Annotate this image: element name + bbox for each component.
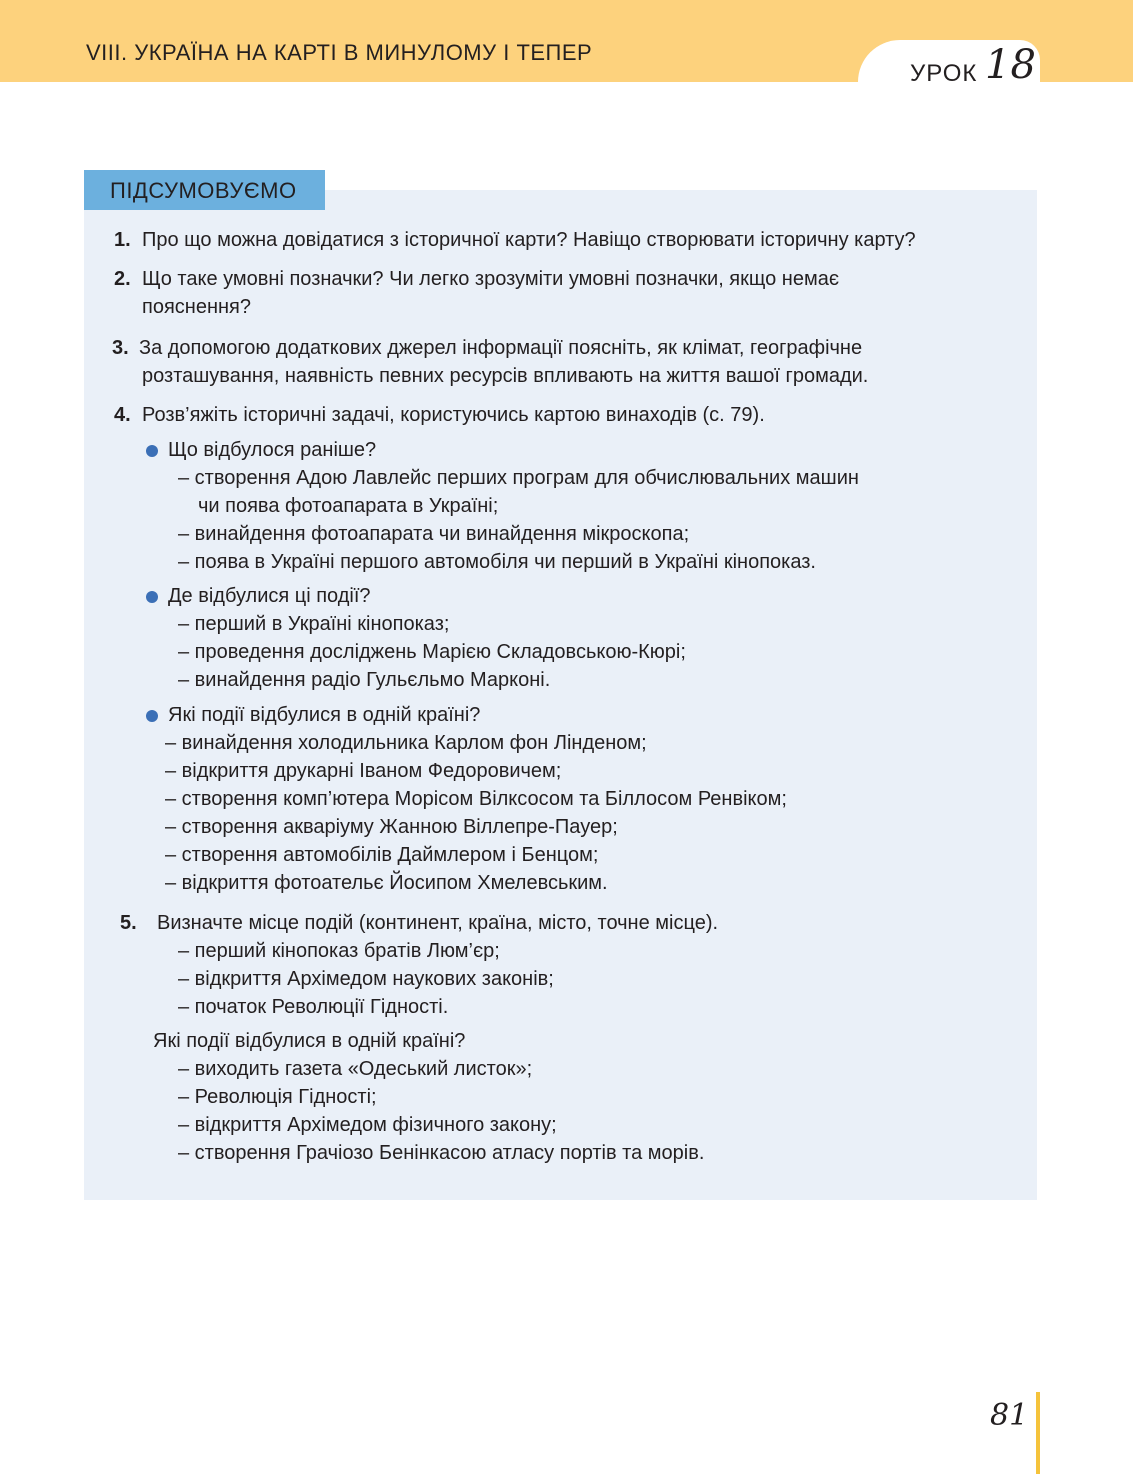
page-number: 81 bbox=[990, 1398, 1029, 1433]
question-text: пояснення? bbox=[142, 296, 251, 318]
lesson-number: 18 bbox=[985, 42, 1036, 88]
question-text: Про що можна довідатися з історичної карти? Навіщо створювати історичну карту? bbox=[142, 229, 916, 251]
question-text: Розв’яжіть історичні задачі, користуючись картою винаходів (с. 79). bbox=[142, 404, 765, 426]
question-number: 3. bbox=[112, 337, 129, 359]
list-item: – Революція Гідності; bbox=[178, 1086, 377, 1108]
list-item: – початок Революції Гідності. bbox=[178, 996, 449, 1018]
list-item: – проведення досліджень Марією Складовською-Кюрі; bbox=[178, 641, 686, 663]
bullet-title: Які події відбулися в одній країні? bbox=[168, 704, 481, 726]
question-number: 2. bbox=[114, 268, 131, 290]
list-item: – відкриття друкарні Іваном Федоровичем; bbox=[165, 760, 562, 782]
question-text: Визначте місце подій (континент, країна, місто, точне місце). bbox=[157, 912, 719, 934]
chapter-title: VIII. УКРАЇНА НА КАРТІ В МИНУЛОМУ І ТЕПЕР bbox=[86, 40, 593, 65]
list-item: – створення Грачіозо Бенінкасою атласу портів та морів. bbox=[178, 1142, 705, 1164]
list-item: – винайдення радіо Гульєльмо Марконі. bbox=[178, 669, 551, 691]
question-number: 4. bbox=[114, 404, 131, 426]
sub-question: Які події відбулися в одній країні? bbox=[153, 1030, 466, 1052]
bullet-title: Де відбулися ці події? bbox=[168, 585, 371, 607]
list-item: чи поява фотоапарата в Україні; bbox=[198, 495, 499, 517]
list-item: – відкриття Архімедом фізичного закону; bbox=[178, 1114, 557, 1136]
question-text: розташування, наявність певних ресурсів впливають на життя вашої громади. bbox=[142, 365, 869, 387]
list-item: – поява в Україні першого автомобіля чи перший в Україні кінопоказ. bbox=[178, 551, 816, 573]
question-number: 5. bbox=[120, 912, 137, 934]
bullet-icon bbox=[146, 710, 158, 722]
list-item: – створення автомобілів Даймлером і Бенцом; bbox=[165, 844, 599, 866]
summary-label: ПІДСУМОВУЄМО bbox=[84, 170, 325, 210]
list-item: – виходить газета «Одеський листок»; bbox=[178, 1058, 533, 1080]
lesson-label: УРОК bbox=[910, 60, 978, 87]
list-item: – створення акваріуму Жанною Віллепре-Пауер; bbox=[165, 816, 618, 838]
question-text: Що таке умовні позначки? Чи легко зрозуміти умовні позначки, якщо немає bbox=[142, 268, 840, 290]
list-item: – перший кінопоказ братів Люм’єр; bbox=[178, 940, 500, 962]
bullet-icon bbox=[146, 591, 158, 603]
bullet-icon bbox=[146, 445, 158, 457]
list-item: – створення комп’ютера Морісом Вілксосом та Біллосом Ренвіком; bbox=[165, 788, 787, 810]
question-text: За допомогою додаткових джерел інформації поясніть, як клімат, географічне bbox=[139, 337, 863, 359]
list-item: – перший в Україні кінопоказ; bbox=[178, 613, 450, 635]
list-item: – відкриття Архімедом наукових законів; bbox=[178, 968, 554, 990]
list-item: – винайдення фотоапарата чи винайдення мікроскопа; bbox=[178, 523, 690, 545]
list-item: – відкриття фотоательє Йосипом Хмелевським. bbox=[165, 872, 608, 894]
bullet-title: Що відбулося раніше? bbox=[168, 439, 377, 461]
page-bar bbox=[1036, 1392, 1040, 1474]
list-item: – винайдення холодильника Карлом фон Лінденом; bbox=[165, 732, 647, 754]
question-number: 1. bbox=[114, 229, 131, 251]
list-item: – створення Адою Лавлейс перших програм для обчислювальних машин bbox=[178, 467, 859, 489]
